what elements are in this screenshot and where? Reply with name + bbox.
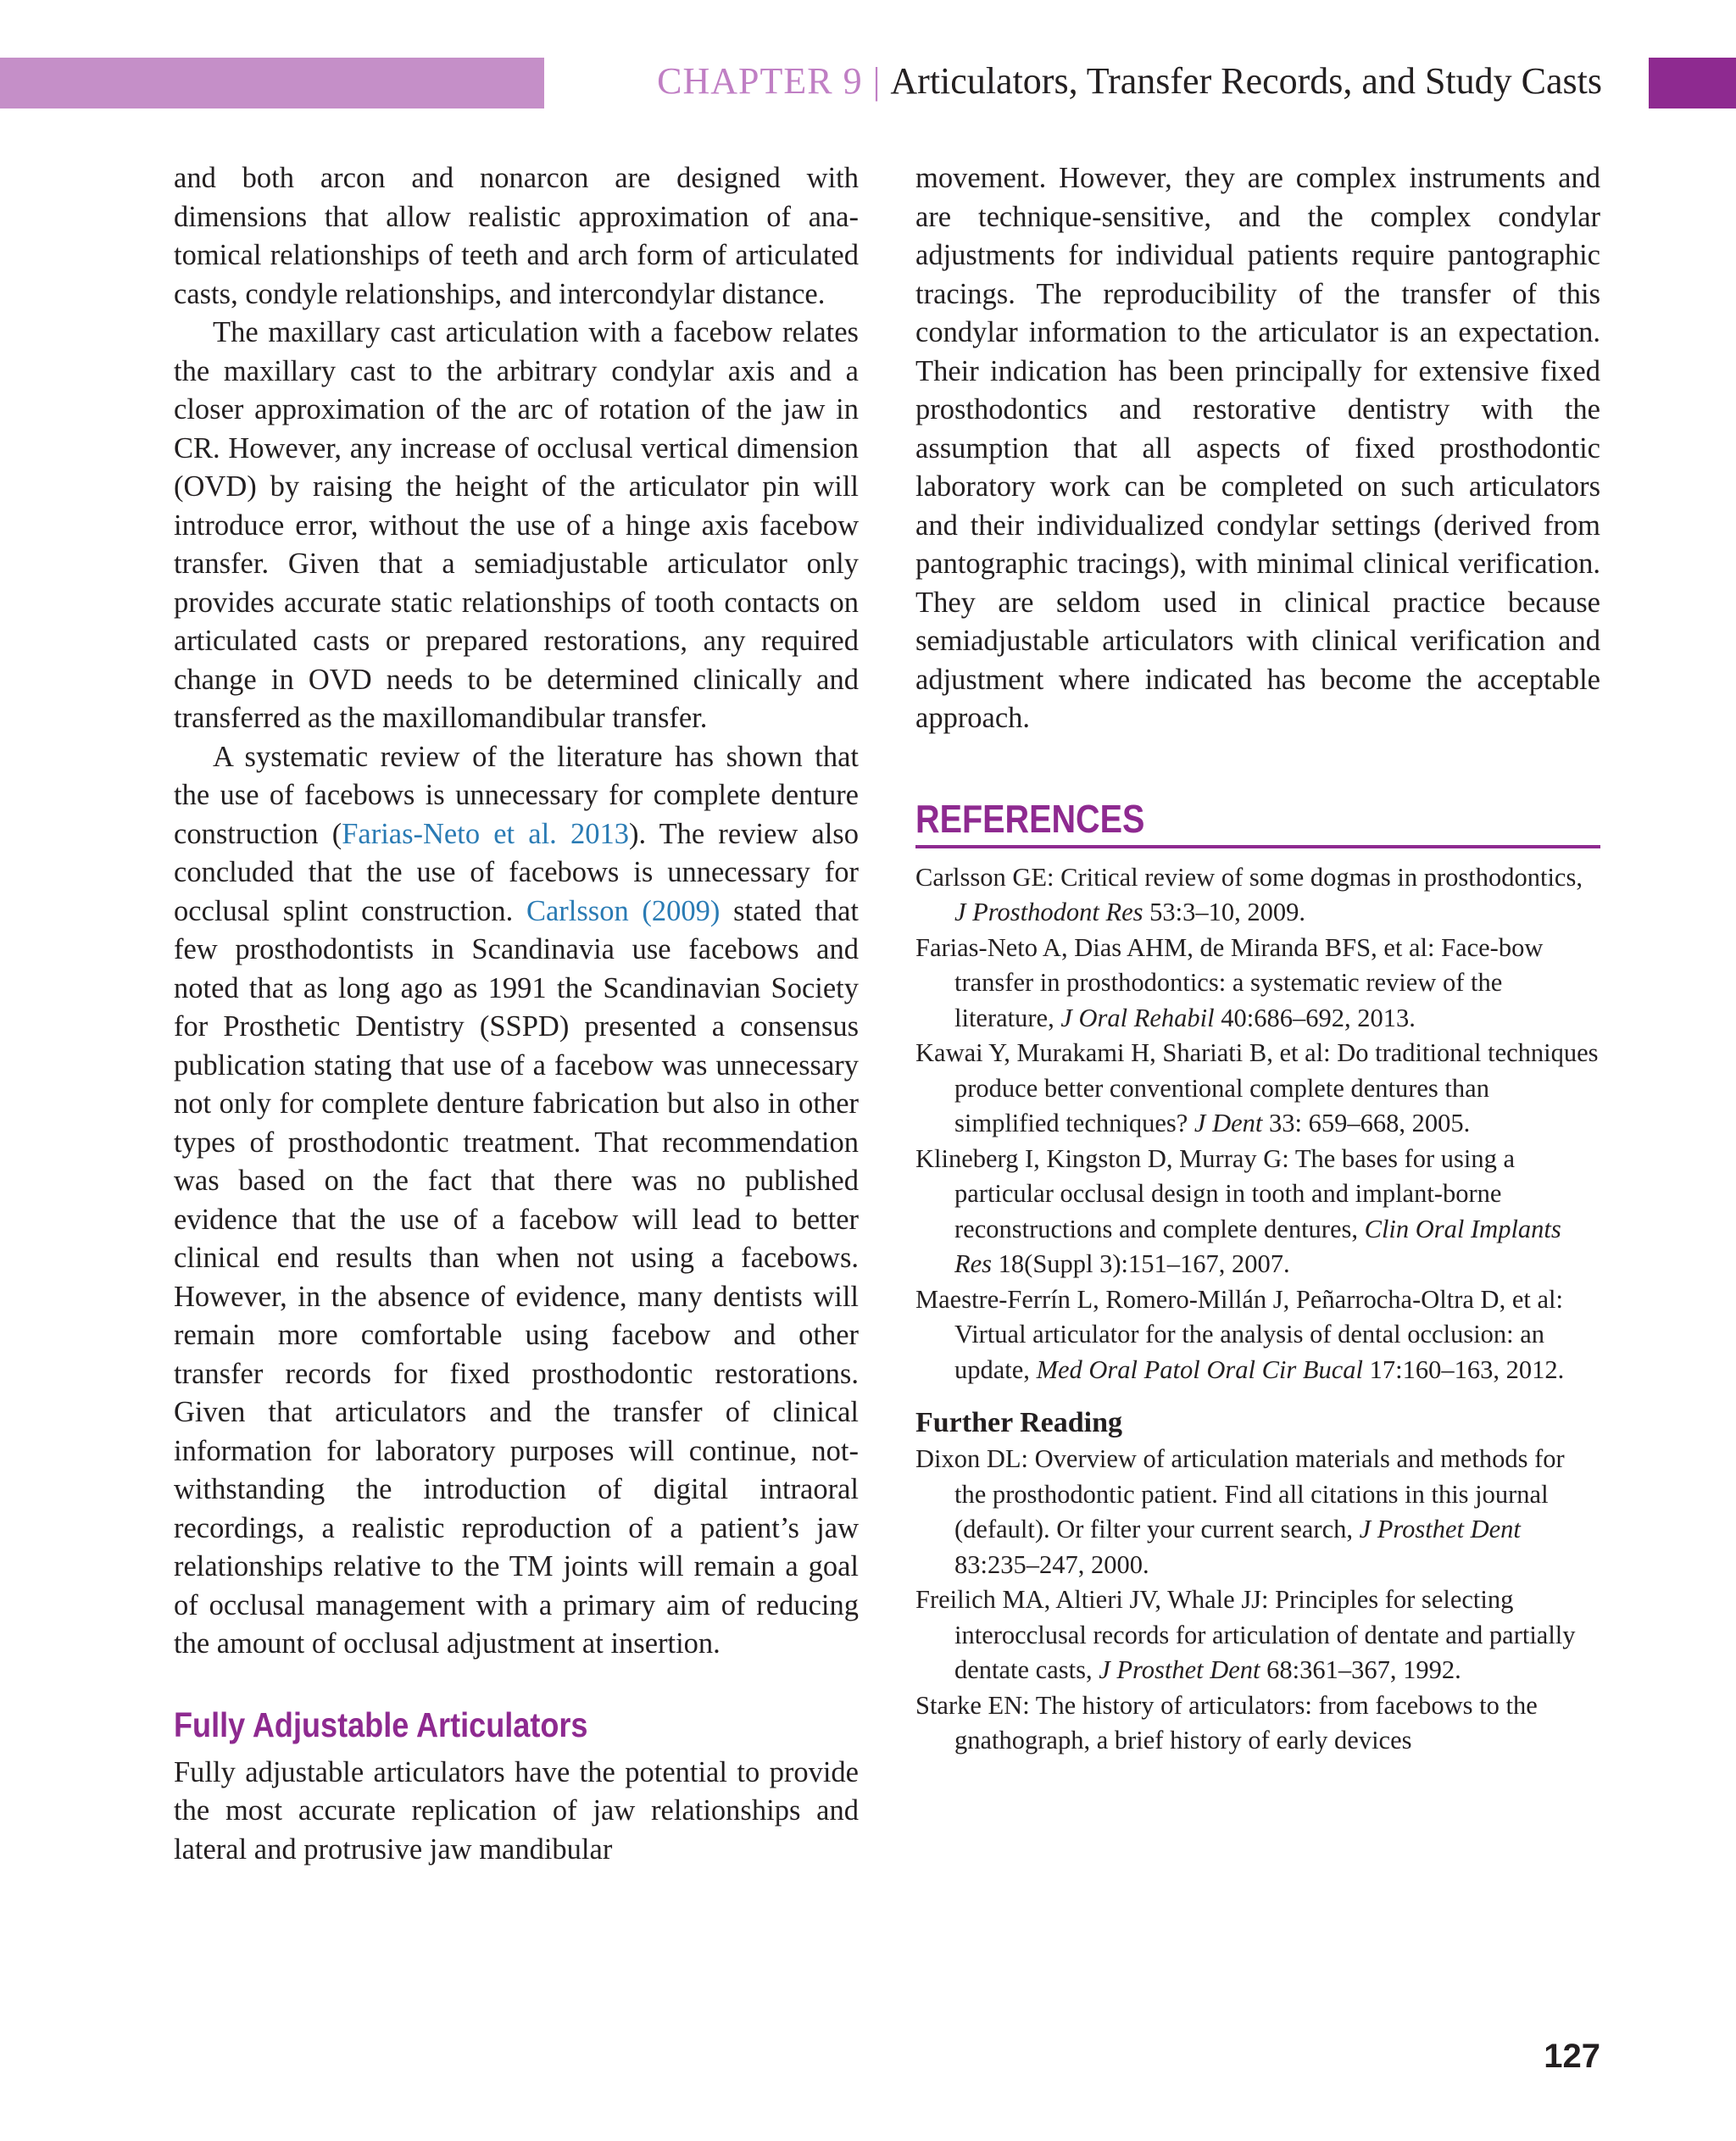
journal-name: Med Oral Patol Oral Cir Bucal	[1036, 1354, 1364, 1384]
paragraph	[174, 738, 859, 1664]
reference-text: 68:361–367, 1992.	[1260, 1655, 1461, 1684]
right-column	[915, 159, 1600, 1759]
reference-text: Carlsson GE: Critical review of some dogmas in prosthodontics,	[915, 862, 1583, 892]
reference-text: Farias-Neto A, Dias AHM, de Miranda BFS, et al: Face-bow transfer in prosthodontics: a systematic review of the literature,	[915, 932, 1544, 1032]
chapter-label: CHAPTER 9	[657, 60, 863, 102]
references-heading: REFERENCES	[915, 796, 1145, 841]
reference-item	[915, 1142, 1600, 1282]
reference-item	[915, 1688, 1600, 1759]
reference-text: Starke EN: The history of articulators: from facebows to the gnathograph, a brief history of early devices	[915, 1690, 1538, 1755]
paragraph-text: ). The review also concluded that the use of facebows is unnecessary for occlusal splint construction.	[174, 817, 859, 927]
reference-item	[915, 860, 1600, 931]
reference-item	[915, 1582, 1600, 1688]
journal-name: J Oral Rehabil	[1060, 1003, 1215, 1032]
journal-name: J Prosthet Dent	[1359, 1515, 1521, 1543]
reference-item	[915, 1282, 1600, 1388]
reference-item	[915, 931, 1600, 1037]
reference-text: 33: 659–668, 2005.	[1262, 1109, 1471, 1137]
paragraph-text: stated that few prosthodontists in Scandinavia use facebows and noted that as long ago as 1991 the Scandinavian Society for Prosthetic Dentistry (SSPD) presented a consensus publication stating that use of a facebow was unnecessary not only for complete denture fabrication but also in other types of prosthodontic treatment. That recommendation was based on the fact that there was no published evidence that the use of a facebow will lead to better clinical end results than when not using a facebows. However, in the absence of evidence, many dentists will remain more comfortable using facebow and other transfer records for fixed prosthodontic restorations. Given that articulators and the transfer of clinical information for laboratory purposes will continue, notwithstanding the introduction of digital intraoral recordings, a realistic reproduction of a patient’s jaw relationships relative to the TM joints will remain a goal of occlusal management with a primary aim of reducing the amount of occlusal adjustment at insertion.	[174, 894, 859, 1660]
header-accent-bar-left	[0, 58, 544, 108]
reference-text: Freilich MA, Altieri JV, Whale JJ: Principles for selecting interocclusal records for articulation of dentate and partially dentate casts,	[915, 1585, 1576, 1684]
paragraph: and both arcon and nonarcon are designed with dimensions that allow realistic approximation of anatomical relationships of teeth and arch form of articulated casts, condyle relationships, and intercondylar distance.	[174, 162, 859, 310]
reference-item	[915, 1036, 1600, 1142]
running-header	[657, 56, 1602, 107]
reference-text: 83:235–247, 2000.	[954, 1549, 1149, 1579]
reference-text: Maestre-Ferrín L, Romero-Millán J, Peñarrocha-Oltra D, et al: Virtual articulator for the analysis of dental occlusion: an update,	[915, 1284, 1563, 1384]
paragraph: movement. However, they are complex instruments and are technique-sensitive, and the complex condylar adjustments for individual patients require pantographic tracings. The reproducibility of the transfer of this condylar information to the articulator is an expectation. Their indication has been principally for extensive fixed prosthodontics and restorative dentistry with the assumption that all aspects of fixed prosthodontic laboratory work can be completed on such articulators and their individualized condylar settings (derived from pantographic tracings), with minimal clinical verification. They are seldom used in clinical practice because semiadjustable articulators with clinical verification and adjustment where indicated has become the acceptable approach.	[915, 162, 1600, 734]
reference-text: 18(Suppl 3):151–167, 2007.	[992, 1249, 1290, 1278]
reference-text: 53:3–10, 2009.	[1143, 898, 1305, 926]
left-column	[174, 159, 859, 1869]
paragraph-text: A systematic review of the literature has shown that the use of facebows is unnecessary for complete denture construction (	[174, 740, 859, 850]
reference-text: Klineberg I, Kingston D, Murray G: The bases for using a particular occlusal design in tooth and implant-borne reconstructions and complete dentures,	[915, 1143, 1516, 1243]
header-accent-bar-right	[1649, 58, 1736, 108]
reference-text: 17:160–163, 2012.	[1363, 1354, 1565, 1384]
references-list	[915, 860, 1600, 1388]
reference-text: Dixon DL: Overview of articulation materials and methods for the prosthodontic patient. Find all citations in this journal (default). Or filter your current search,	[915, 1444, 1565, 1543]
journal-name: J Prosthodont Res	[954, 898, 1143, 926]
section-heading: Fully Adjustable Articulators	[174, 1704, 588, 1744]
citation-link-carlsson[interactable]: Carlsson (2009)	[526, 894, 721, 927]
citation-link-farias-neto[interactable]: Farias-Neto et al. 2013	[342, 817, 629, 850]
further-reading-heading: Further Reading	[915, 1407, 1122, 1438]
journal-name: Clin Oral Implants Res	[954, 1214, 1561, 1278]
references-rule	[915, 845, 1600, 848]
paragraph: Fully adjustable articulators have the potential to provide the most accurate replication of jaw relationships and lateral and protrusive jaw mandibular	[174, 1755, 859, 1866]
further-reading-list	[915, 1442, 1600, 1759]
paragraph: The maxillary cast articulation with a facebow relates the maxillary cast to the arbitrary condylar axis and a closer approximation of the arc of rotation of the jaw in CR. However, any increase of occlusal vertical dimension (OVD) by raising the height of the articulator pin will introduce error, without the use of a hinge axis facebow transfer. Given that a semiadjustable articulator only provides accurate static relationships of tooth contacts on articulated casts or prepared restorations, any required change in OVD needs to be determined clinically and transferred as the maxillomandibular transfer.	[174, 316, 859, 734]
page-number: 127	[1544, 2038, 1600, 2075]
journal-name: J Dent	[1194, 1109, 1263, 1137]
chapter-title: Articulators, Transfer Records, and Study Casts	[890, 60, 1602, 102]
reference-text: 40:686–692, 2013.	[1214, 1003, 1416, 1032]
reference-text: Kawai Y, Murakami H, Shariati B, et al: Do traditional techniques produce better conventional complete dentures than simplified techniques?	[915, 1038, 1599, 1137]
header-separator: |	[872, 60, 881, 102]
journal-name: J Prosthet Dent	[1099, 1655, 1260, 1684]
reference-item	[915, 1442, 1600, 1582]
